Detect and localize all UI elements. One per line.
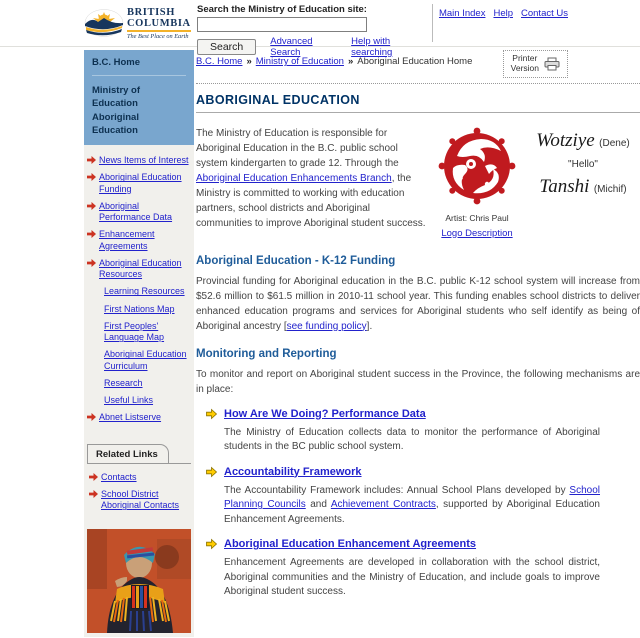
sidebar-subitem-learning-resources[interactable] <box>104 286 191 297</box>
help-link[interactable]: Help <box>493 8 513 19</box>
breadcrumb <box>196 50 472 67</box>
monitoring-heading: Monitoring and Reporting <box>196 347 337 360</box>
sidebar-link[interactable]: Abnet Listserve <box>99 412 162 423</box>
greeting-lang-dene: (Dene) <box>599 137 630 149</box>
monitoring-intro: To monitor and report on Aboriginal student success in the Province, the following mechanisms are in place: <box>196 368 640 395</box>
sidebar-item-abnet-listserve[interactable] <box>87 412 191 423</box>
sidebar-subitem-first-nations-map[interactable] <box>104 304 191 315</box>
enhancements-branch-link[interactable]: Aboriginal Education Enhancements Branch <box>196 172 392 184</box>
sidebar-bc-home[interactable]: B.C. Home <box>92 57 186 76</box>
sidebar-link[interactable]: Useful Links <box>104 395 154 406</box>
red-arrow-icon <box>87 230 96 238</box>
help-searching-link[interactable]: Help with searching <box>351 36 393 58</box>
greeting-word-michif: Tanshi <box>539 175 590 197</box>
search-button[interactable]: Search <box>197 39 256 55</box>
logo-description-link[interactable]: Logo Description <box>441 227 513 239</box>
funding-text-after: ]. <box>366 320 373 332</box>
funding-text-before: Provincial funding for Aboriginal education in the B.C. public K-12 school system will increase from $52.6 million to $61.5 million in 2010-11 school year. This funding enables school districts to deliver enhanced education programs and services for Aboriginal students who self identify as being of Aboriginal ancestry [ <box>196 275 640 332</box>
desc-text: , supported by Aboriginal Education Enhancement Agreements. <box>224 499 600 525</box>
related-links-box <box>87 444 191 522</box>
sidebar-item-enhancement-agreements[interactable] <box>87 229 191 252</box>
bc-government-logo[interactable] <box>84 3 192 45</box>
artist-credit: Artist: Chris Paul <box>445 212 509 223</box>
logo-tagline: The Best Place on Earth <box>127 30 191 40</box>
red-arrow-icon <box>89 490 98 498</box>
related-links-title: Related Links <box>87 444 169 463</box>
desc-text: and <box>305 499 331 511</box>
sidebar-subitem-language-map[interactable] <box>104 321 191 344</box>
sidebar-subitem-research[interactable] <box>104 378 191 389</box>
greeting-translation: "Hello" <box>568 158 598 170</box>
yellow-arrow-icon <box>206 539 217 549</box>
printer-label-line2: Version <box>510 62 539 73</box>
sidebar-subitem-useful-links[interactable] <box>104 395 191 406</box>
related-link[interactable]: Contacts <box>101 471 137 482</box>
breadcrumb-separator: » <box>246 56 252 67</box>
red-arrow-icon <box>89 473 98 481</box>
printer-label-line1: Printer <box>512 53 538 63</box>
sidebar-link[interactable]: Aboriginal Performance Data <box>99 200 173 223</box>
sidebar-item-performance-data[interactable] <box>87 201 191 224</box>
intro-text-before: The Ministry of Education is responsible for Aboriginal Education in the B.C. public school system kindergarten to grade 12. Through the <box>196 127 399 169</box>
achievement-contracts-link[interactable]: Achievement Contracts <box>330 499 436 511</box>
search-input[interactable] <box>197 17 367 32</box>
intro-paragraph <box>196 126 426 241</box>
artwork-column <box>428 126 526 241</box>
contact-us-link[interactable]: Contact Us <box>521 8 568 19</box>
accountability-framework-desc <box>224 484 600 528</box>
sidebar <box>84 50 194 637</box>
sidebar-section-label[interactable]: Aboriginal Education <box>92 111 139 136</box>
red-arrow-icon <box>87 202 96 210</box>
sidebar-link[interactable]: Aboriginal Education Funding <box>99 172 182 194</box>
red-arrow-icon <box>87 156 96 164</box>
desc-text: The Accountability Framework includes: Annual School Plans developed by <box>224 484 570 496</box>
sidebar-item-funding[interactable] <box>87 172 191 195</box>
enhancement-agreements-desc: Enhancement Agreements are developed in collaboration with the school district, Aboriginal communities and the Ministry of Education, and include goals to improve Aboriginal student success. <box>224 557 600 598</box>
header-divider <box>432 4 433 42</box>
sidebar-item-resources[interactable] <box>87 258 191 281</box>
related-link-contacts[interactable] <box>89 472 189 483</box>
red-arrow-icon <box>87 173 96 181</box>
mechanism-performance-data <box>206 408 640 455</box>
school-planning-councils-link[interactable]: School Planning Councils <box>224 484 600 511</box>
advanced-search-link[interactable]: Advanced Search <box>270 36 313 58</box>
enhancement-agreements-link[interactable]: Aboriginal Education Enhancement Agreements <box>224 538 477 551</box>
red-arrow-icon <box>87 413 96 421</box>
breadcrumb-bc-home[interactable]: B.C. Home <box>196 56 243 67</box>
sidebar-header <box>84 50 194 145</box>
sidebar-link[interactable]: News Items of Interest <box>99 155 189 166</box>
greeting-word-dene: Wotziye <box>536 129 595 151</box>
top-nav <box>439 8 568 19</box>
sidebar-item-news[interactable] <box>87 155 191 166</box>
logo-line1: BRITISH <box>127 7 175 18</box>
first-nations-logo-artwork <box>437 126 517 206</box>
funding-heading: Aboriginal Education - K-12 Funding <box>196 254 396 267</box>
bc-sunrise-icon <box>84 8 124 40</box>
yellow-arrow-icon <box>206 467 217 477</box>
funding-policy-link[interactable]: see funding policy <box>286 320 367 332</box>
red-arrow-icon <box>87 259 96 267</box>
sidebar-link[interactable]: First Peoples' Language Map <box>104 320 165 343</box>
sidebar-link[interactable]: Enhancement Agreements <box>99 229 155 251</box>
sidebar-menu <box>84 145 194 434</box>
yellow-arrow-icon <box>206 409 217 419</box>
photo-child-in-regalia <box>87 529 191 633</box>
mechanism-enhancement-agreements <box>206 538 640 600</box>
main-content <box>196 50 640 600</box>
greeting-lang-michif: (Michif) <box>593 183 627 195</box>
related-link[interactable]: School District Aboriginal Contacts <box>101 488 180 511</box>
main-index-link[interactable]: Main Index <box>438 8 486 19</box>
bc-logo-text <box>127 8 191 40</box>
intro-text-after: , the Ministry is committed to working with education partners, school districts and Aboriginal communities to improve Aboriginal student success. <box>196 172 426 229</box>
related-link-school-district-contacts[interactable] <box>89 489 189 512</box>
sidebar-link[interactable]: Aboriginal Education Curriculum <box>104 349 187 371</box>
search-label: Search the Ministry of Education site: <box>197 4 367 15</box>
printer-version-button[interactable] <box>503 50 568 78</box>
logo-line2: COLUMBIA <box>127 17 191 29</box>
funding-paragraph <box>196 274 640 334</box>
mechanism-accountability-framework <box>206 466 640 528</box>
sidebar-link[interactable]: Aboriginal Education Resources <box>99 257 182 280</box>
sidebar-link[interactable]: Learning Resources <box>104 286 185 297</box>
performance-data-desc: The Ministry of Education collects data to monitor the performance of Aboriginal students in the BC public school system. <box>224 426 600 453</box>
page-title: ABORIGINAL EDUCATION <box>196 93 640 113</box>
sidebar-ministry-label[interactable]: Ministry of Education <box>92 85 141 110</box>
sidebar-subitem-curriculum[interactable] <box>104 349 191 372</box>
performance-data-link[interactable]: How Are We Doing? Performance Data <box>224 407 426 420</box>
greetings-column <box>526 126 640 241</box>
sidebar-link[interactable]: First Nations Map <box>104 303 175 314</box>
printer-icon <box>544 57 560 71</box>
accountability-framework-link[interactable]: Accountability Framework <box>224 465 362 478</box>
breadcrumb-separator: » <box>347 56 354 67</box>
sidebar-link[interactable]: Research <box>104 377 143 388</box>
breadcrumb-current: Aboriginal Education Home <box>357 56 473 67</box>
breadcrumb-ministry[interactable]: Ministry of Education <box>255 56 344 67</box>
